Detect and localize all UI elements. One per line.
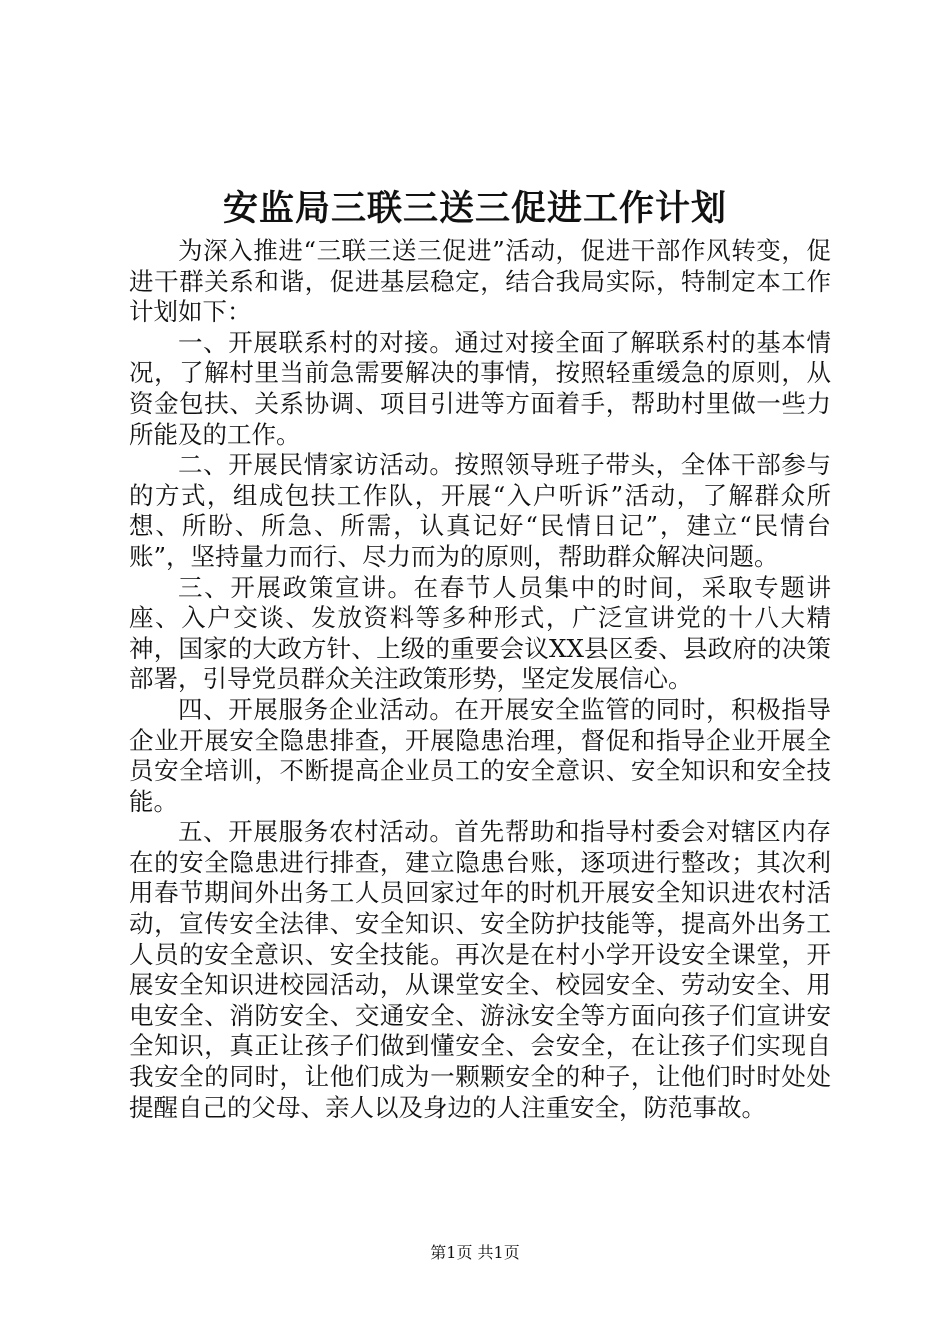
paragraph-item-2: 二、开展民情家访活动。按照领导班子带头，全体干部参与的方式，组成包扶工作队，开展“入户听诉”活动，了解群众所想、所盼、所急、所需，认真记好“民情日记”，建立“民情台账”，坚持量力而行、尽力而为的原则，帮助群众解决问题。 [129, 450, 831, 571]
paragraph-intro: 为深入推进“三联三送三促进”活动，促进干部作风转变，促进干群关系和谐，促进基层稳定，结合我局实际，特制定本工作计划如下： [129, 236, 831, 327]
paragraph-item-5: 五、开展服务农村活动。首先帮助和指导村委会对辖区内存在的安全隐患进行排查，建立隐患台账，逐项进行整改；其次利用春节期间外出务工人员回家过年的时机开展安全知识进农村活动，宣传安全法律、安全知识、安全防护技能等，提高外出务工人员的安全意识、安全技能。再次是在村小学开设安全课堂，开展安全知识进校园活动，从课堂安全、校园安全、劳动安全、用电安全、消防安全、交通安全、游泳安全等方面向孩子们宣讲安全知识，真正让孩子们做到懂安全、会安全，在让孩子们实现自我安全的同时，让他们成为一颗颗安全的种子，让他们时时处处提醒自己的父母、亲人以及身边的人注重安全，防范事故。 [129, 817, 831, 1122]
document-title: 安监局三联三送三促进工作计划 [222, 188, 727, 229]
paragraph-item-3: 三、开展政策宣讲。在春节人员集中的时间，采取专题讲座、入户交谈、发放资料等多种形式，广泛宣讲党的十八大精神，国家的大政方针、上级的重要会议XX县区委、县政府的决策部署，引导党员群众关注政策形势，坚定发展信心。 [129, 572, 831, 694]
paragraph-item-4: 四、开展服务企业活动。在开展安全监管的同时，积极指导企业开展安全隐患排查，开展隐患治理，督促和指导企业开展全员安全培训，不断提高企业员工的安全意识、安全知识和安全技能。 [129, 694, 831, 816]
paragraph-item-1: 一、开展联系村的对接。通过对接全面了解联系村的基本情况，了解村里当前急需要解决的事情，按照轻重缓急的原则，从资金包扶、关系协调、项目引进等方面着手，帮助村里做一些力所能及的工作。 [129, 327, 831, 449]
document-body [129, 236, 831, 1123]
page-footer: 第1页 共1页 [430, 1243, 520, 1262]
